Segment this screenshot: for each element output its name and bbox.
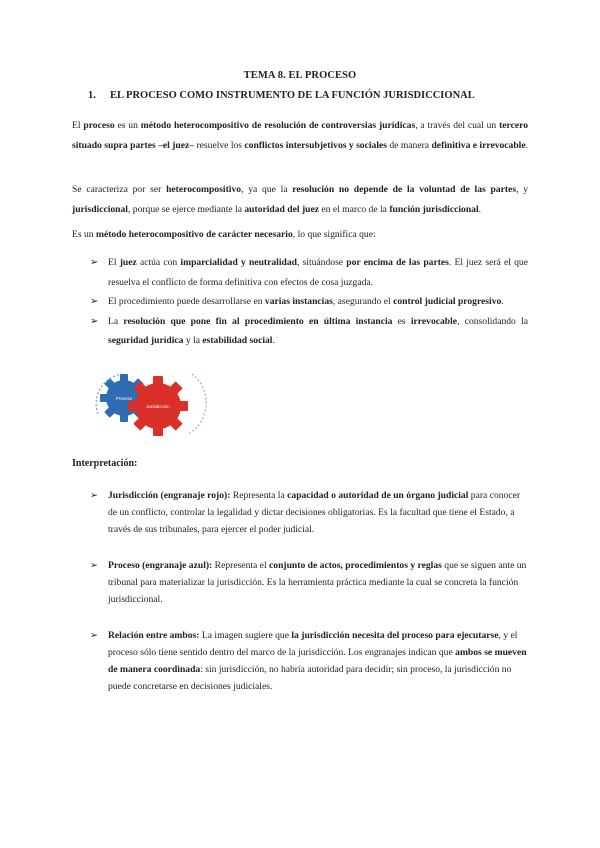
text: Se caracteriza por ser [72, 184, 167, 195]
text: para conocer de un conflicto, controlar la legalidad y dictar decisiones obligatorias. Es la facultad que tiene el Estado, a través de sus tribunales, para ejercer el poder judicial. [108, 490, 521, 535]
paragraph-necessary-method [72, 225, 528, 245]
text: . El juez será el que resuelva el conflicto de forma definitiva con efectos de cosa juzgada. [108, 257, 528, 288]
text: , porque se ejerce mediante la [127, 203, 245, 215]
document-title: TEMA 8. EL PROCESO [243, 70, 357, 81]
bold-text: definitiva e irrevocable [431, 139, 526, 151]
text: . [501, 296, 504, 307]
bold-text: heterocompositivo [166, 184, 242, 195]
gears-illustration [92, 362, 212, 442]
text: de manera [386, 139, 432, 151]
text: La [108, 315, 124, 327]
text: , y [516, 184, 528, 195]
bold-text: tercero situado supra partes –el juez– [72, 120, 529, 151]
section-title: EL PROCESO COMO INSTRUMENTO DE LA FUNCIÓN JURISDICCIONAL [110, 90, 475, 101]
text: La imagen sugiere que [199, 630, 292, 641]
text: y la [183, 335, 203, 346]
section-number: 1. [88, 90, 96, 101]
bold-text: Jurisdicción (engranaje rojo): [108, 490, 231, 501]
text: . [478, 203, 482, 215]
bold-text: método heterocompositivo de carácter necesario [95, 229, 293, 240]
red-gear-icon [128, 376, 188, 436]
text: Representa el [212, 560, 270, 571]
text: , lo que significa que: [292, 229, 376, 240]
bold-text: conflictos intersubjetivos y sociales [244, 139, 387, 151]
list-item [90, 627, 528, 695]
arrow-bullet-icon: ➢ [90, 315, 99, 327]
bold-text: conjunto de actos, procedimientos y reglas [269, 560, 442, 571]
text: actúa con [136, 257, 181, 268]
interpretation-heading: Interpretación: [72, 458, 138, 469]
bold-text: varias instancias [264, 296, 333, 307]
text: Es un [72, 229, 96, 240]
text: . [525, 139, 529, 151]
bold-text: resolución que pone fin al procedimiento en última instancia [123, 315, 393, 327]
list-item [90, 292, 528, 312]
bold-text: Relación entre ambos: [108, 630, 200, 641]
paragraph-definition [72, 116, 528, 155]
bold-text: autoridad del juez [244, 203, 319, 215]
section-heading [88, 90, 475, 101]
bold-text: Proceso (engranaje azul): [108, 560, 213, 571]
paragraph-characteristics [72, 180, 528, 219]
text: Representa la [230, 490, 288, 501]
list-item [90, 253, 528, 292]
text: El [108, 257, 120, 268]
list-item [90, 312, 528, 351]
text: es [392, 315, 411, 327]
gear-label-jurisdiccion: Jurisdicción [146, 404, 170, 409]
bold-text: jurisdiccional [72, 203, 128, 215]
bold-text: resolución no depende de la voluntad de las partes [292, 184, 517, 195]
list-item [90, 557, 528, 608]
text: , a través del cual un [415, 120, 500, 131]
bold-text: función jurisdiccional [389, 203, 479, 215]
text: en el marco de la [319, 203, 390, 215]
arrow-bullet-icon: ➢ [90, 296, 99, 307]
arrow-bullet-icon: ➢ [90, 257, 99, 268]
text: que se siguen ante un tribunal para materializar la jurisdicción. Es la herramienta práctica mediante la cual se concreta la función jurisdiccional. [108, 560, 527, 605]
bullet-list [90, 253, 528, 351]
list-item [90, 487, 528, 538]
text: . [272, 335, 275, 346]
bold-text: método heterocompositivo de resolución de controversias jurídicas [140, 120, 416, 131]
arrow-bullet-icon: ➢ [90, 560, 99, 571]
text: , consolidando la [457, 315, 528, 327]
bold-text: la jurisdicción necesita del proceso para ejecutarse [291, 630, 499, 641]
bold-text: ambos se mueven de manera coordinada [108, 647, 527, 675]
text: resuelve los [194, 139, 245, 151]
bold-text: juez [119, 257, 137, 268]
text: El [72, 120, 84, 131]
text: El procedimiento puede desarrollarse en [108, 296, 265, 307]
interpretation-list [90, 487, 528, 695]
red-gear-arc [188, 374, 206, 434]
bold-text: imparcialidad y neutralidad [180, 257, 297, 268]
arrow-bullet-icon: ➢ [90, 490, 99, 501]
arrow-bullet-icon: ➢ [90, 630, 99, 641]
text: , ya que la [241, 184, 293, 195]
bold-text: estabilidad social [202, 335, 273, 346]
text: , asegurando el [332, 296, 394, 307]
text: es un [114, 120, 141, 131]
bold-text: control judicial progresivo [393, 296, 502, 307]
text: , situándose [296, 257, 347, 268]
bold-text: proceso [83, 120, 115, 131]
bold-text: por encima de las partes [346, 257, 449, 268]
text: , y el proceso sólo tiene sentido dentro del marco de la jurisdicción. Los engranajes indican que [108, 630, 518, 658]
bold-text: irrevocable [410, 315, 458, 327]
gear-label-proceso: Proceso [115, 396, 133, 401]
text: : sin jurisdicción, no habría autoridad para decidir; sin proceso, la jurisdicción no puede concretarse en decisiones judiciales. [108, 664, 512, 692]
bold-text: seguridad jurídica [108, 335, 184, 346]
bold-text: capacidad o autoridad de un órgano judicial [287, 490, 469, 501]
